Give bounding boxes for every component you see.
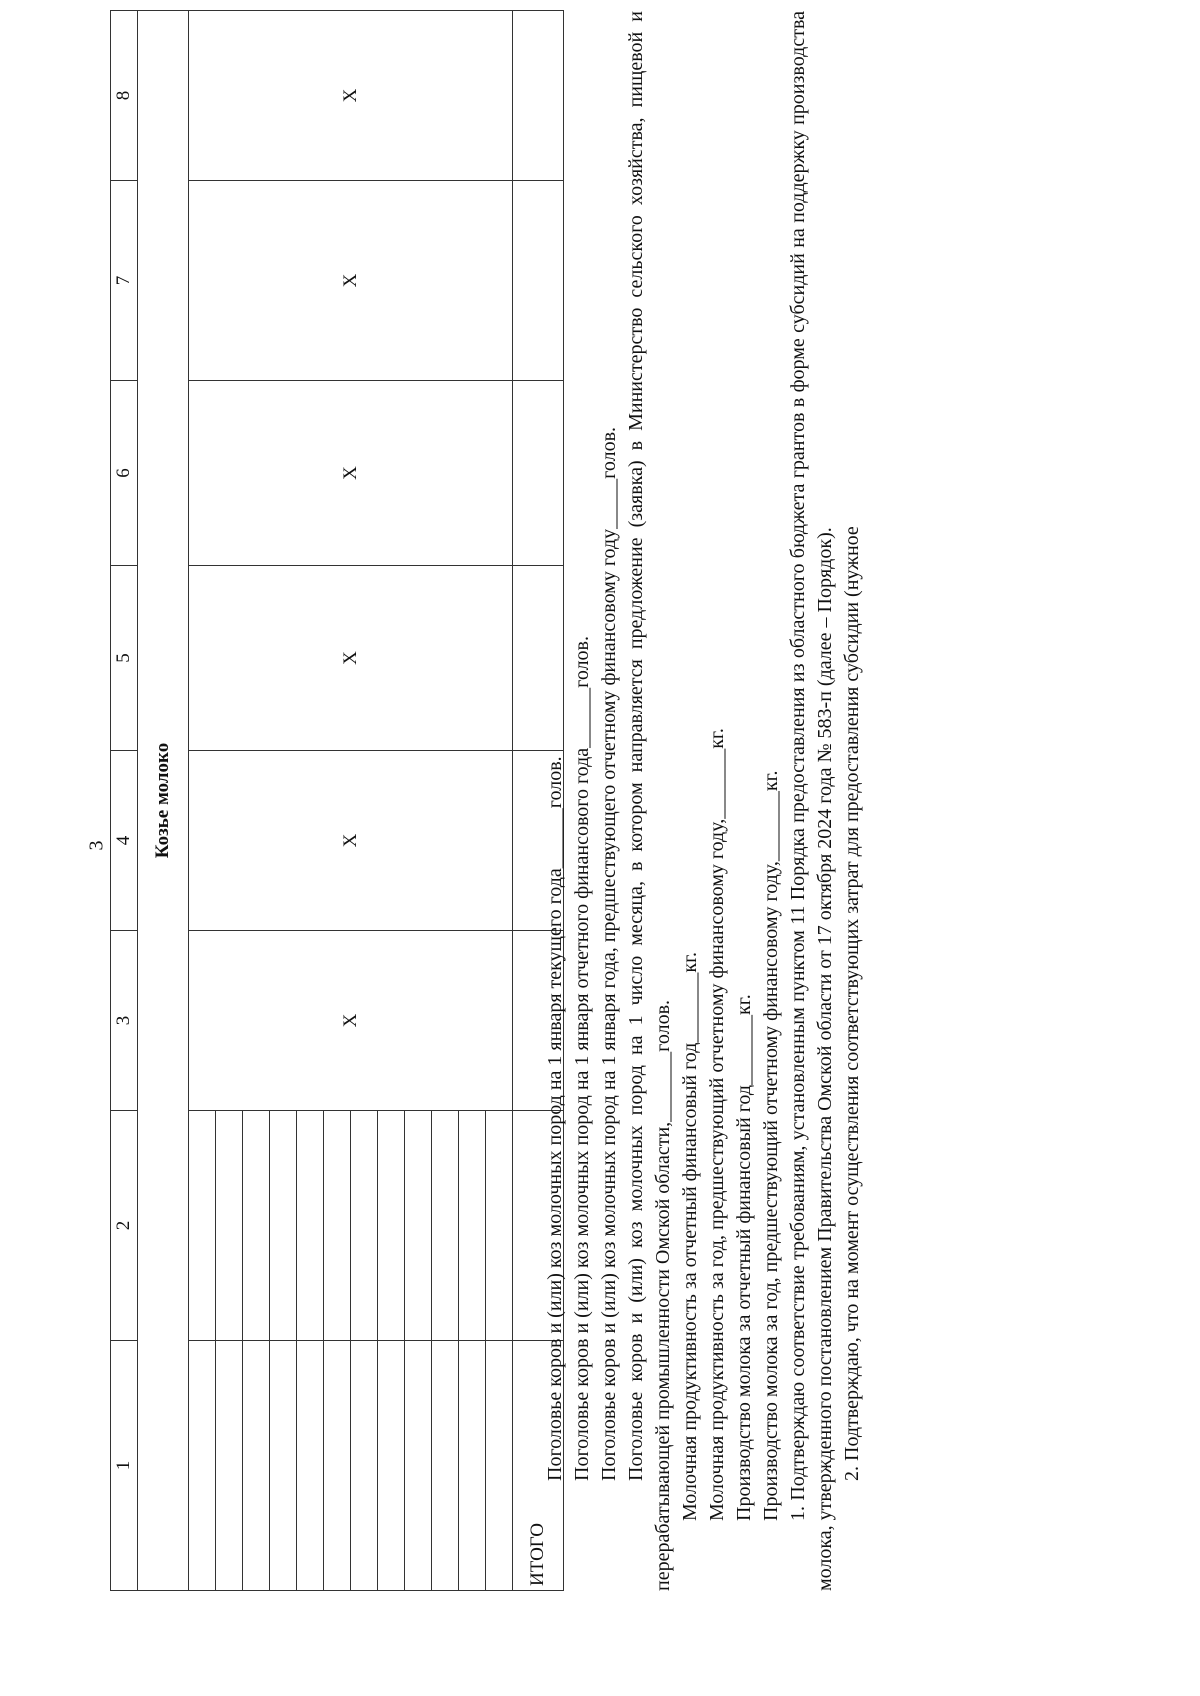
table-cell	[270, 1111, 297, 1341]
paragraph: Производство молока за отчетный финансовый год_______кг.	[733, 994, 755, 1521]
col-number: 4	[111, 751, 138, 931]
table-cell	[405, 1111, 432, 1341]
table-cell	[270, 1341, 297, 1591]
table-cell	[405, 1341, 432, 1591]
paragraph: Молочная продуктивность за отчетный финансовый год_______кг.	[679, 951, 701, 1521]
paragraph: Поголовье коров и (или) коз молочных пород на 1 января отчетного финансового года______голов.	[571, 636, 593, 1481]
table-cell	[324, 1111, 351, 1341]
table-cell	[324, 1341, 351, 1591]
col-number: 5	[111, 566, 138, 751]
table-cell	[459, 1111, 486, 1341]
rotated-content	[110, 11, 1110, 1591]
table-cell	[189, 1111, 216, 1341]
total-label: ИТОГО	[513, 1341, 564, 1591]
x-mark: X	[189, 381, 513, 566]
x-mark: X	[189, 566, 513, 751]
table-cell	[378, 1341, 405, 1591]
paragraph: Поголовье коров и (или) коз молочных пород на 1 января текущего года______голов.	[544, 756, 566, 1481]
body-text	[542, 11, 866, 1591]
paragraph: Молочная продуктивность за год, предшествующий отчетному финансовому году,_______кг.	[706, 728, 728, 1521]
table-cell	[243, 1111, 270, 1341]
col-number: 7	[111, 181, 138, 381]
table-cell	[459, 1341, 486, 1591]
table-cell	[216, 1341, 243, 1591]
table-row	[189, 11, 216, 1591]
paragraph: 2. Подтверждаю, что на момент осуществления соответствующих затрат для предоставления субсидии (нужное	[841, 526, 863, 1481]
col-number: 8	[111, 11, 138, 181]
column-number-row	[111, 11, 138, 1591]
table-cell	[243, 1341, 270, 1591]
table-cell	[378, 1111, 405, 1341]
paragraph: Поголовье коров и (или) коз молочных пород на 1 число месяца, в котором направляется предложение (заявка) в Министерство сельского хозяйства, пищевой и перерабатывающей промышленности Омской области,_______голов.	[625, 11, 674, 1591]
x-mark: X	[189, 931, 513, 1111]
col-number: 1	[111, 1341, 138, 1591]
page-number: 3	[85, 840, 108, 851]
col-number: 6	[111, 381, 138, 566]
table-cell	[297, 1341, 324, 1591]
table-cell	[486, 1341, 513, 1591]
paragraph: Поголовье коров и (или) коз молочных пород на 1 января года, предшествующего отчетному финансовому году_____голов.	[598, 426, 620, 1481]
section-row	[138, 11, 189, 1591]
paragraph: Производство молока за год, предшествующий отчетному финансовому году,_______кг.	[760, 770, 782, 1521]
x-mark: X	[189, 751, 513, 931]
table-cell	[486, 1111, 513, 1341]
table-cell	[351, 1111, 378, 1341]
table-cell	[432, 1111, 459, 1341]
col-number: 2	[111, 1111, 138, 1341]
table-cell	[297, 1111, 324, 1341]
x-mark: X	[189, 11, 513, 181]
paragraph: 1. Подтверждаю соответствие требованиям, установленным пунктом 11 Порядка предоставления из областного бюджета грантов в форме субсидий на поддержку производства молока, утвержденного постановлением Правительства Омской области от 17 октября 2024 года № 583-п (далее – Порядок).	[787, 11, 836, 1591]
table-cell	[351, 1341, 378, 1591]
section-title: Козье молоко	[138, 11, 189, 1591]
table-cell	[189, 1341, 216, 1591]
x-mark: X	[189, 181, 513, 381]
subsidy-table	[110, 10, 564, 1591]
table-cell	[216, 1111, 243, 1341]
col-number: 3	[111, 931, 138, 1111]
table-cell	[432, 1341, 459, 1591]
